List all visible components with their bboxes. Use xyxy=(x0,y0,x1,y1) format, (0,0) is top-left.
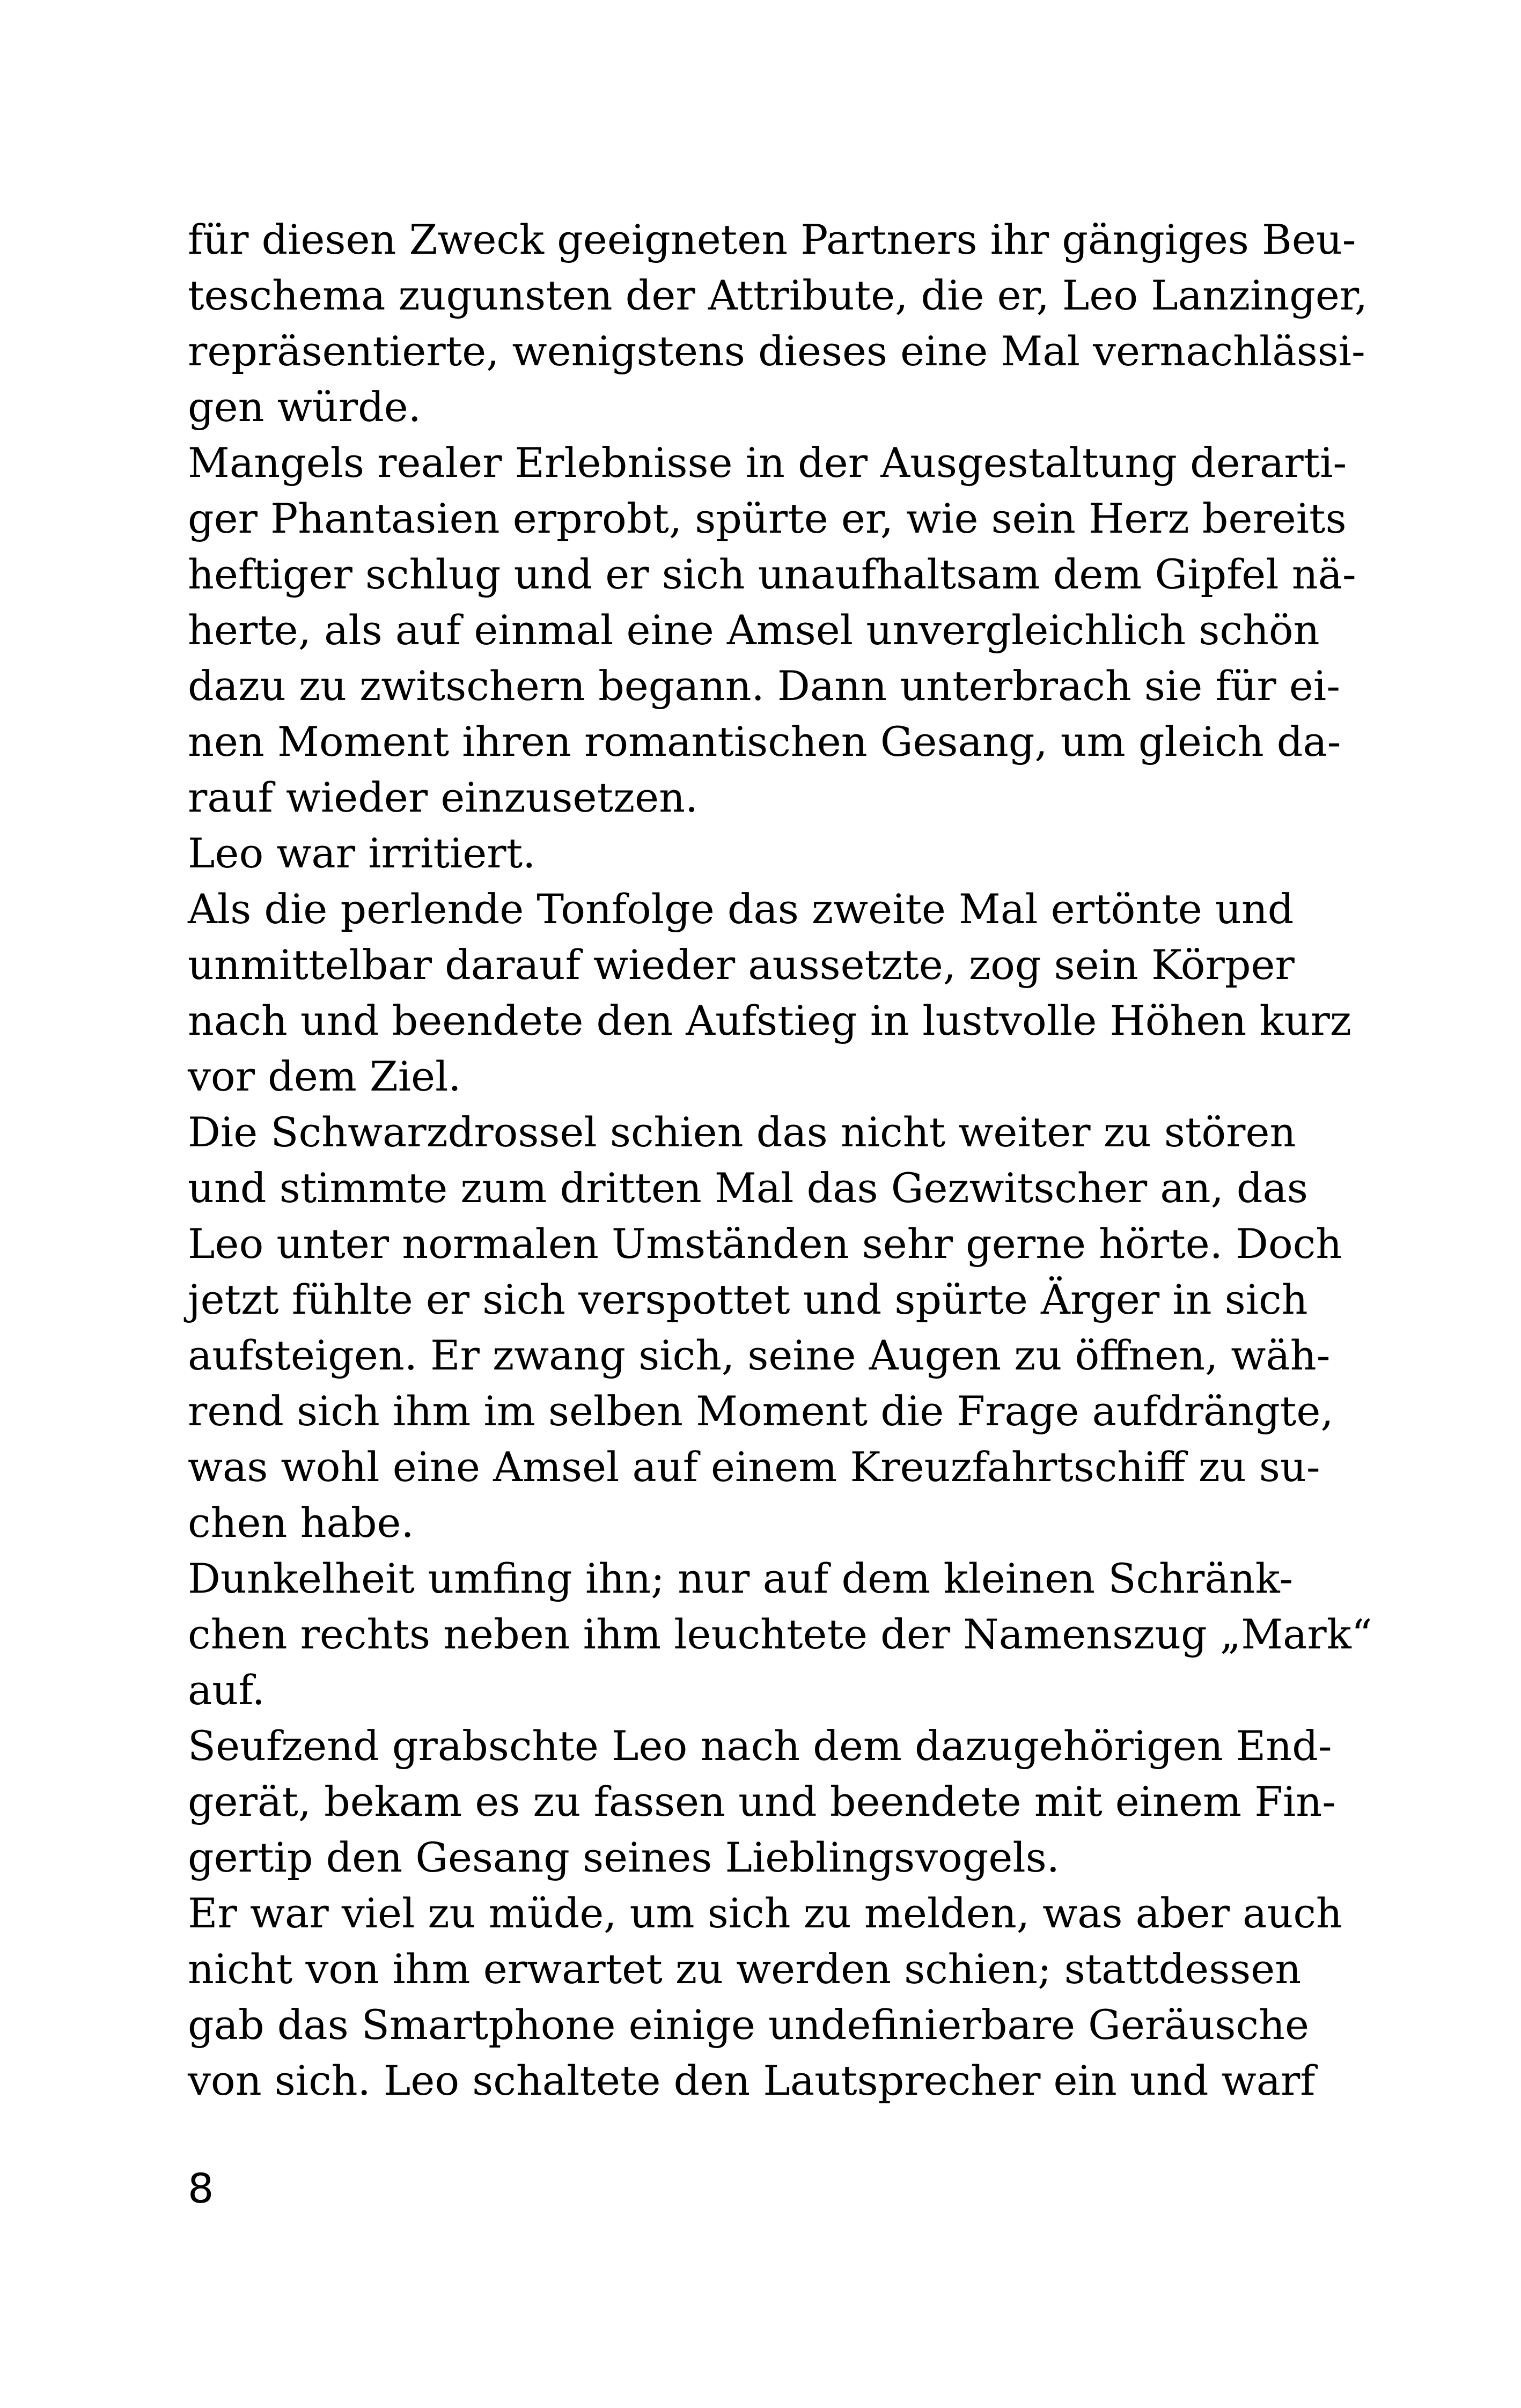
text-line: chen rechts neben ihm leuchtete der Namenszug „Mark“ xyxy=(188,1610,1372,1658)
body-text xyxy=(188,212,1372,2109)
text-line: chen habe. xyxy=(188,1499,414,1547)
text-line: Dunkelheit umfing ihn; nur auf dem kleinen Schränk- xyxy=(188,1555,1293,1602)
text-line: unmittelbar darauf wieder aussetzte, zog sein Körper xyxy=(188,941,1295,989)
text-line: teschema zugunsten der Attribute, die er, Leo Lanzinger, xyxy=(188,271,1368,319)
text-line: Mangels realer Erlebnisse in der Ausgestaltung derarti- xyxy=(188,439,1347,487)
text-line: Leo unter normalen Umständen sehr gerne hörte. Doch xyxy=(188,1220,1342,1268)
text-line: von sich. Leo schaltete den Lautsprecher ein und warf xyxy=(188,2057,1316,2104)
text-line: nicht von ihm erwartet zu werden schien; stattdessen xyxy=(188,1945,1302,1993)
text-line: jetzt fühlte er sich verspottet und spürte Ärger in sich xyxy=(188,1276,1308,1323)
text-line: gab das Smartphone einige undefinierbare Geräusche xyxy=(188,2001,1309,2049)
text-line: gen würde. xyxy=(188,383,421,431)
text-line: ger Phantasien erprobt, spürte er, wie sein Herz bereits xyxy=(188,495,1347,542)
text-line: aufsteigen. Er zwang sich, seine Augen zu öffnen, wäh- xyxy=(188,1331,1331,1379)
text-line: herte, als auf einmal eine Amsel unvergleichlich schön xyxy=(188,606,1320,654)
page-number: 8 xyxy=(188,2164,214,2212)
text-line: Leo war irritiert. xyxy=(188,829,536,877)
text-line: Er war viel zu müde, um sich zu melden, was aber auch xyxy=(188,1889,1342,1937)
text-line: nach und beendete den Aufstieg in lustvolle Höhen kurz xyxy=(188,997,1351,1044)
text-line: rauf wieder einzusetzen. xyxy=(188,774,699,821)
text-line: vor dem Ziel. xyxy=(188,1052,461,1100)
text-line: heftiger schlug und er sich unaufhaltsam dem Gipfel nä- xyxy=(188,550,1356,598)
text-line: und stimmte zum dritten Mal das Gezwitscher an, das xyxy=(188,1164,1308,1212)
text-line: repräsentierte, wenigstens dieses eine Mal vernachlässi- xyxy=(188,327,1365,375)
text-line: gerät, bekam es zu fassen und beendete mit einem Fin- xyxy=(188,1778,1336,1825)
text-line: dazu zu zwitschern begann. Dann unterbrach sie für ei- xyxy=(188,662,1340,710)
text-line: Seufzend grabschte Leo nach dem dazugehörigen End- xyxy=(188,1722,1332,1770)
text-line: auf. xyxy=(188,1666,265,1714)
text-line: Als die perlende Tonfolge das zweite Mal ertönte und xyxy=(188,885,1294,933)
text-line: nen Moment ihren romantischen Gesang, um gleich da- xyxy=(188,718,1341,765)
text-line: was wohl eine Amsel auf einem Kreuzfahrtschiff zu su- xyxy=(188,1443,1320,1491)
text-line: gertip den Gesang seines Lieblingsvogels. xyxy=(188,1833,1060,1881)
text-line: Die Schwarzdrossel schien das nicht weiter zu stören xyxy=(188,1108,1296,1156)
text-line: für diesen Zweck geeigneten Partners ihr gängiges Beu- xyxy=(188,216,1356,263)
text-line: rend sich ihm im selben Moment die Frage aufdrängte, xyxy=(188,1387,1334,1435)
